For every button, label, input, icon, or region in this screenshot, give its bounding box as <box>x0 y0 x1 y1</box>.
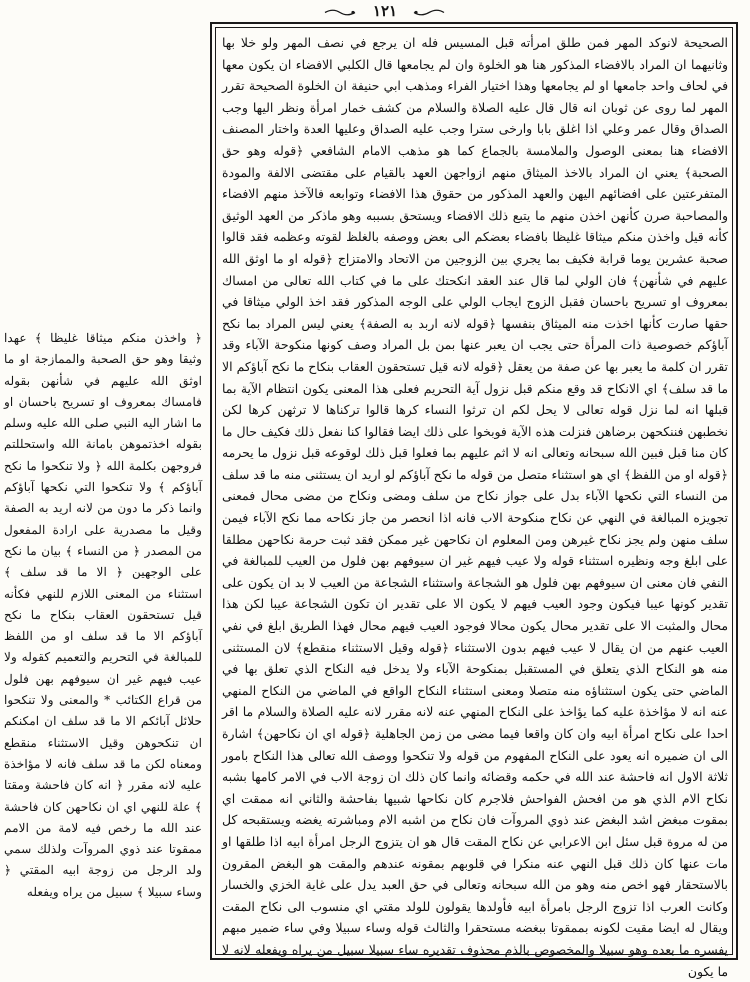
main-commentary <box>222 32 728 979</box>
page-number: ١٢١ <box>372 2 398 20</box>
right-ornament-icon <box>414 8 444 17</box>
page-header <box>0 2 750 24</box>
main-commentary-text: الصحيحة لانوكد المهر فمن طلق امرأته قبل المسيس فله ان يرجع في نصف المهر ولو خلا بها وثانيهما ان المراد بالافضاء المذكور هنا هو الخلوة وان لم يجامعها قال الكلبي الافضاء ان يكون معها في لحاف واحد جامعها او لم يجامعها وهذا اختيار الفراء ومذهب ابي حنيفة ان الخلوة الصحيحة تقرر المهر لما روى عن ثوبان انه قال قال عليه الصلاة والسلام من كشف خمار امرأة ونظر اليها وجب الصداق وقال عمر وعلي اذا اغلق بابا وارخى سترا وجب عليه الصداق وعليها العدة واختار المصنف الافضاء هنا بمعنى الوصول والملامسة بالجماع كما هو مذهب الامام الشافعي ﴿قوله وهو حق الصحبة﴾ يعني ان المراد بالاخذ الميثاق منهم ازواجهن العهد بالقيام على مقتضى الالفة والمودة المتفرعتين على افضائهم اليهن والعهد المذكور من حقوق هذا الافضاء وتوابعه فالآخذ منهم الافضاء والمصاحبة صرن كأنهن اخذن منهم ما يتبع ذلك الافضاء ويستحق بسببه وهو ماذكر من العهد الوثيق كأنه قيل واخذن منكم ميثاقا غليظا بافضاء بعضكم الى بعض ووصفه بالغلظ لقوته وعظمه فقد قالوا صحبة عشرين يوما قرابة فكيف بما يجري بين الزوجين من الاتحاد والامتزاج ﴿قوله او ما اوثق الله عليهم في شأنهن﴾ فان الولي لما قال عند العقد انكحتك على ما في كتاب الله تعالى من امساك بمعروف او تسريح باحسان فقبل الزوج ايجاب الولي على الوجه المذكور فقد اخذ الولي ميثاقا في حقها صارت كأنها اخذت منه الميثاق بنفسها ﴿قوله لانه اربد به الصفة﴾ يعني ليس المراد بما نكح آباؤكم خصوصية ذات المرأة حتى يجب ان يعبر عنها بمن بل المراد وصف كونها منكوحة الآباء وقد تقرر ان كلمة ما يعبر بها عن صفة من يعقل ﴿قوله لانه قيل تستحقون العقاب بنكاح ما نكح آباؤكم الا ما قد سلف﴾ اي الانكاح قد وقع منكم قبل نزول آية التحريم فعلى هذا المعنى يكون انتظام الآية بما قبلها انه لما نزل قوله تعالى لا يحل لكم ان ترثوا النساء كرها قالوا تركناها لا ترثهن كرها لكن نخطبهن فننكحهن برضاهن فنزلت هذه الآية فوبخوا على ذلك ايضا فقالوا كنا نفعل ذلك فكيف حال ما كان منا قبل فبين الله سبحانه وتعالى انه لا اثم عليهم بما فعلوا قبل ذلك لوقوعه قبل نزول ما يحرمه ﴿قوله او من اللفظ﴾ اي هو استثناء متصل من قوله ما نكح آباؤكم لو اريد ان يستثنى منه ما قد سلف من النساء التي نكحها الآباء بدل على جواز نكاح من سلف ومضى ونكاح من مضى محال فمعنى تجويزه المبالغة في النهي عن نكاح منكوحة الاب فانه اذا انحصر من جاز نكاحه مما نكح الآباء فيمن سلف منهن ولم يجز نكاح غيرهن ومن المعلوم ان نكاحهن غير ممكن فقد ثبت حرمة نكاحهن مطلقا على ابلغ وجه ونظيره استثناء قوله ولا عيب فيهم غير ان سيوفهم بهن فلول من العيب للمبالغة في النفي فان معنى ان سيوفهم بهن فلول هو الشجاعة واستثناء الشجاعة من العيب لا بد ان يكون على تقدير كونها عيبا فيكون وجود العيب فيهم لا يكون الا على تقدير ان تكون الشجاعة عيبا لكن هذا محال والمثبت الا على تقدير محال يكون محالا فوجود العيب فيهم محال فهذا الطريق ابلغ في نفي العيب عنهم من ان يقال لا عيب فيهم بدون الاستثناء ﴿قوله وقيل الاستثناء منقطع﴾ لان المستثنى منه هو النكاح الذي يتعلق في المستقبل بمنكوحة الآباء ولا يدخل فيه النكاح الذي تعلق بها في الماضي حتى يكون استثناؤه منه متصلا ومعنى استثناء النكاح الواقع في الماضي من النكاح المنهي عنه انه لا مؤاخذة عليه كما يؤاخذ على النكاح المنهي عنه لانه مقرر لانه عليه الصلاة والسلام ما اقر احدا على نكاح امرأة ابيه وان كان واقعا فيما مضى من زمن الجاهلية ﴿قوله اي ان نكاحهن﴾ اشارة الى ان ضميره انه يعود على النكاح المفهوم من قوله ولا تنكحوا ووصف الله تعالى هذا النكاح بامور ثلاثة الاول انه فاحشة عند الله في حكمه وقضائه وانما كان ذلك ان زوجة الاب في الامر كامها بشبه نكاح الام الذي هو من افحش الفواحش فلاجرم كان نكاحها شبيها بفاحشة والثاني انه ممقت اي بمقوت مبغض اشد البغض عند ذوي المروآت فان نكاح من اشبه الام ومباشرته يغضه ويستقبحه كل من له مروة قبل سئل ابن الاعرابي عن نكاح المقت قال هو ان يتزوج الرجل امرأة ابيه اذا طلقها او مات عنها كان ذلك قبل النهي عنه منكرا في قلوبهم بمقونه عندهم والمقت هو البغض المقرون بالاستحقار فهو اخص منه وهو من الله سبحانه وتعالى في حق العبد يدل على غاية الخزي والخسار وكانت العرب اذا تزوج الرجل بامرأة ابيه فأولدها يقولون للولد مقتي اي منسوب الى نكاح المقت ويقال له ايضا مقيت لكونه بممقوتا ببغضه مستحقرا والثالث قوله وساء سبيلا وفي ساء ضمير مبهم يفسره ما بعده وهو سبيلا والمخصوص بالذم محذوف تقديره ساء سبيلا سبيل من يراه ويفعله لانه لا ما يكون <box>222 35 728 979</box>
main-text-frame <box>210 22 738 979</box>
left-ornament-icon <box>325 8 355 17</box>
margin-note-text: ﴿ واخذن منكم ميثاقا غليظا ﴾ عهدا وثيقا وهو حق الصحبة والممازجة او ما اوثق الله عليهم في شأنهن بقوله فامساك بمعروف او تسريح باحسان او ما اشار اليه النبي صلى الله عليه وسلم بقوله اخذتموهن بامانة الله واستحللتم فروجهن بكلمة الله ﴿ ولا تنكحوا ما نكح آباؤكم ﴾ ولا تنكحوا التي نكحها آباؤكم وانما ذكر ما دون من لانه اريد به الصفة وقيل ما مصدرية على ارادة المفعول من المصدر ﴿ من النساء ﴾ بيان ما نكح على الوجهين ﴿ الا ما قد سلف ﴾ استثناء من المعنى اللازم للنهي فكأنه قيل تستحقون العقاب بنكاح ما نكح آباؤكم الا ما قد سلف او من اللفظ للمبالغة في التحريم والتعميم كقوله ولا عيب فيهم غير ان سيوفهم بهن فلول من قراع الكتائب * والمعنى ولا تنكحوا حلائل آبائكم الا ما قد سلف ان امكنكم ان تنكحوهن وقيل الاستثناء منقطع ومعناه لكن ما قد سلف فانه لا مؤاخذة عليه لانه مقرر ﴿ انه كان فاحشة ومقتا ﴾ علة للنهي اي ان نكاحهن كان فاحشة عند الله ما رخص فيه لامة من الامم ممقوتا عند ذوي المروآت ولذلك سمي ولد الرجل من زوجة ابيه المقتي ﴿ وساء سبيلا ﴾ سبيل من يراه ويفعله <box>4 331 202 899</box>
margin-quran-text <box>4 328 202 899</box>
